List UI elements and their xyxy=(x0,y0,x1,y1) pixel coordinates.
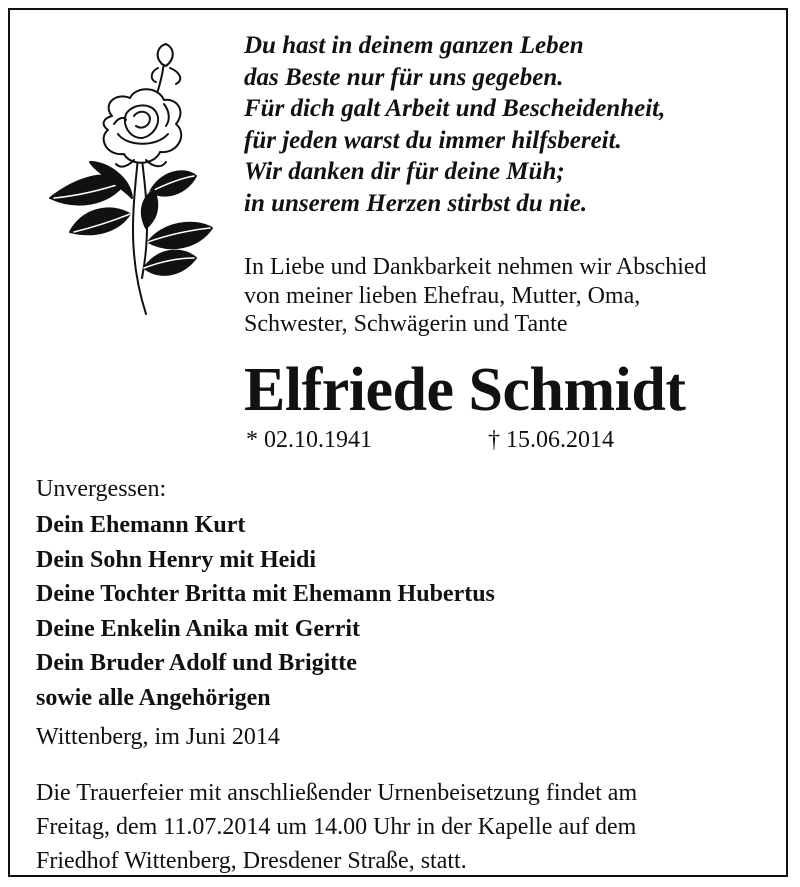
mourner-item: sowie alle Angehörigen xyxy=(36,684,271,711)
poem-line: für jeden warst du immer hilfsbereit. xyxy=(244,126,622,154)
mourners-list xyxy=(36,508,495,715)
deceased-name: Elfriede Schmidt xyxy=(244,356,686,424)
mourner-item: Deine Enkelin Anika mit Gerrit xyxy=(36,615,360,642)
farewell-line: von meiner lieben Ehefrau, Mutter, Oma, xyxy=(244,282,641,309)
birth-date: * 02.10.1941 xyxy=(246,427,372,453)
mourner-item: Dein Bruder Adolf und Brigitte xyxy=(36,650,357,676)
funeral-line: Die Trauerfeier mit anschließender Urnenbeisetzung findet am xyxy=(36,780,638,806)
place-date: Wittenberg, im Juni 2014 xyxy=(36,724,280,750)
mourner-item: Dein Ehemann Kurt xyxy=(36,512,246,538)
mourner-item: Dein Sohn Henry mit Heidi xyxy=(36,546,317,573)
poem-line: in unserem Herzen stirbst du nie. xyxy=(244,189,588,217)
rose-icon xyxy=(46,42,216,318)
farewell-text xyxy=(244,253,707,339)
poem-line: Für dich galt Arbeit und Bescheidenheit, xyxy=(244,95,666,122)
farewell-line: In Liebe und Dankbarkeit nehmen wir Abschied xyxy=(244,254,707,280)
mourner-item: Deine Tochter Britta mit Ehemann Hubertus xyxy=(36,581,495,607)
obituary-frame xyxy=(8,8,788,877)
poem-line: Du hast in deinem ganzen Leben xyxy=(244,32,584,59)
mourners-intro: Unvergessen: xyxy=(36,476,167,502)
poem xyxy=(244,30,665,219)
funeral-notice xyxy=(36,776,637,878)
death-date: † 15.06.2014 xyxy=(488,427,614,453)
farewell-line: Schwester, Schwägerin und Tante xyxy=(244,311,568,337)
funeral-line: Freitag, dem 11.07.2014 um 14.00 Uhr in der Kapelle auf dem xyxy=(36,814,637,840)
poem-line: das Beste nur für uns gegeben. xyxy=(244,63,564,91)
poem-line: Wir danken dir für deine Müh; xyxy=(244,158,565,185)
funeral-line: Friedhof Wittenberg, Dresdener Straße, statt. xyxy=(36,848,467,874)
